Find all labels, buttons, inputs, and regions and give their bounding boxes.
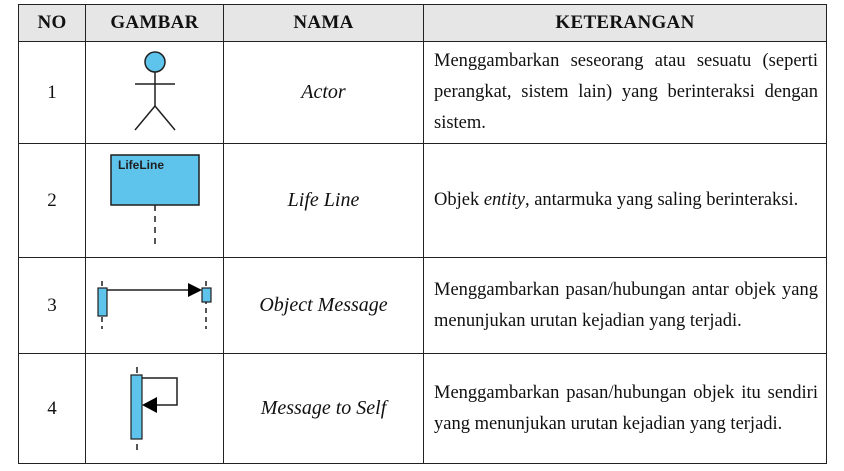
keterangan-text: Menggambarkan pasan/hubungan antar objek yang menunjukan urutan kejadian yang terjadi. <box>434 279 818 331</box>
keterangan-text-part: , antarmuka yang saling berinteraksi. <box>524 190 799 210</box>
actor-icon <box>125 50 185 136</box>
row-number: 4 <box>19 354 86 464</box>
keterangan-cell <box>424 144 827 258</box>
nama-cell: Object Message <box>224 258 424 354</box>
message-to-self-icon <box>125 367 185 451</box>
uml-symbol-table <box>18 4 827 464</box>
lifeline-icon <box>105 153 205 249</box>
keterangan-text: Menggambarkan pasan/hubungan objek itu sendiri yang menunjukan urutan kejadian yang terjadi. <box>434 382 818 434</box>
table-row <box>19 42 827 144</box>
keterangan-text-italic: entity <box>483 190 525 210</box>
table-row <box>19 144 827 258</box>
gambar-cell <box>86 42 224 144</box>
gambar-cell <box>86 258 224 354</box>
gambar-cell <box>86 354 224 464</box>
header-row <box>19 5 827 42</box>
keterangan-text-part: Objek <box>434 190 484 210</box>
header-gambar: GAMBAR <box>86 5 224 42</box>
lifeline-icon-label: LifeLine <box>117 157 164 172</box>
row-number: 1 <box>19 42 86 144</box>
nama-cell: Actor <box>224 42 424 144</box>
keterangan-cell <box>424 354 827 464</box>
table-row <box>19 258 827 354</box>
gambar-cell <box>86 144 224 258</box>
nama-cell: Life Line <box>224 144 424 258</box>
keterangan-cell <box>424 42 827 144</box>
row-number: 3 <box>19 258 86 354</box>
header-keterangan: KETERANGAN <box>424 5 827 42</box>
nama-cell: Message to Self <box>224 354 424 464</box>
header-no: NO <box>19 5 86 42</box>
keterangan-text <box>434 185 818 216</box>
object-message-icon <box>94 281 216 331</box>
header-nama: NAMA <box>224 5 424 42</box>
table-row <box>19 354 827 464</box>
keterangan-cell <box>424 258 827 354</box>
keterangan-text: Menggambarkan seseorang atau sesuatu (seperti perangkat, sistem lain) yang berinteraksi dengan sistem. <box>434 51 818 133</box>
row-number: 2 <box>19 144 86 258</box>
